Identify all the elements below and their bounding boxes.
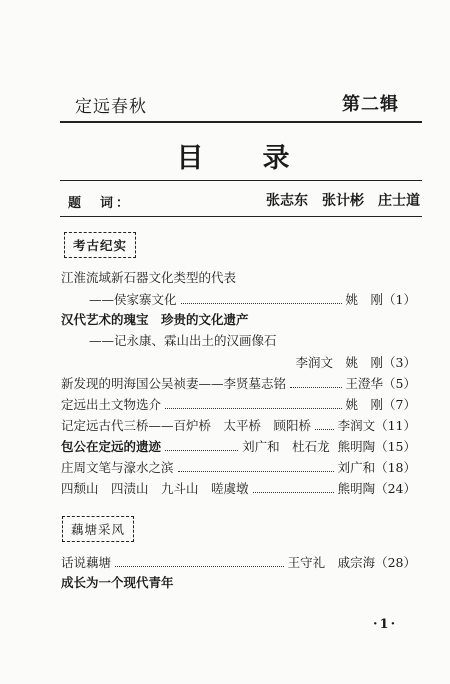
toc-entry[interactable] [61, 478, 416, 498]
inscription-label: 题 词： [68, 196, 133, 211]
entry-author: 姚 刚 [345, 397, 384, 412]
entry-author: 王澄华 [345, 376, 384, 391]
toc-entry[interactable] [61, 331, 416, 351]
entry-page: （28） [375, 555, 416, 570]
entry-page: （11） [375, 418, 416, 433]
toc-entry[interactable] [61, 552, 416, 572]
entry-title: 新发现的明海国公吴祯妻——李贤墓志铭 [61, 376, 287, 391]
entry-page: （5） [383, 376, 416, 391]
toc-entry[interactable] [61, 352, 416, 372]
entry-author: 刘广和 [337, 460, 376, 475]
heading-rule [60, 180, 422, 181]
leader-dots [178, 463, 334, 472]
leader-dots [165, 400, 342, 409]
top-rule [60, 121, 422, 123]
section-heading-archaeology: 考古纪实 [64, 232, 136, 258]
toc-entry[interactable] [61, 310, 416, 330]
entry-author: 王守礼 戚宗海 [287, 555, 376, 570]
leader-dots [115, 558, 284, 567]
toc-entry[interactable] [61, 573, 416, 593]
entry-subtitle: ——记永康、霖山出土的汉画像石 [89, 333, 277, 348]
entry-author: 熊明陶 [337, 481, 376, 496]
entry-title: 成长为一个现代青年 [61, 575, 174, 590]
entry-page: （1） [383, 292, 416, 307]
inscription-names: 张志东 张计彬 庄士道 [266, 193, 420, 209]
issue-number: 第二辑 [342, 94, 399, 115]
toc-entry[interactable] [61, 394, 416, 414]
toc-entry[interactable] [61, 268, 416, 288]
entry-title: 江淮流域新石器文化类型的代表 [61, 270, 237, 285]
toc-entry[interactable] [61, 415, 416, 435]
entry-author: 姚 刚 [345, 292, 384, 307]
entry-author-2: 熊明陶 [337, 439, 376, 454]
leader-dots [165, 442, 238, 451]
leader-dots [290, 379, 342, 388]
leader-dots [315, 421, 334, 430]
leader-dots [253, 484, 334, 493]
entry-title: 记定远古代三桥——百炉桥 太平桥 顾阳桥 [61, 418, 312, 433]
entry-page: （18） [375, 460, 416, 475]
page-number: ·1· [373, 617, 398, 632]
entry-title: ——侯家寨文化 [89, 292, 177, 307]
entry-title: 包公在定远的遗迹 [61, 439, 162, 454]
section-heading-outang: 藕塘采风 [62, 516, 134, 542]
entry-title: 汉代艺术的瑰宝 珍贵的文化遗产 [61, 312, 249, 327]
leader-dots [181, 295, 342, 304]
entry-author: 李润文 姚 刚 [295, 355, 384, 370]
toc-entry[interactable] [61, 289, 416, 309]
toc-entry[interactable] [61, 436, 416, 456]
entry-title: 话说藕塘 [61, 555, 112, 570]
entry-title: 四颓山 四渍山 九斗山 嗟虞墩 [61, 481, 249, 496]
entry-title: 庄周文笔与濠水之滨 [61, 460, 174, 475]
entry-page: （24） [375, 481, 416, 496]
toc-heading: 目 录 [176, 143, 306, 174]
publication-title: 定远春秋 [75, 97, 147, 117]
entry-page: （15） [375, 439, 416, 454]
toc-entry[interactable] [61, 373, 416, 393]
entry-title: 定远出土文物选介 [61, 397, 162, 412]
entry-author: 刘广和 杜石龙 [242, 439, 330, 454]
inscription-rule [60, 216, 422, 217]
entry-author: 李润文 [337, 418, 376, 433]
entry-page: （3） [383, 355, 416, 370]
toc-entry[interactable] [61, 457, 416, 477]
entry-page: （7） [383, 397, 416, 412]
